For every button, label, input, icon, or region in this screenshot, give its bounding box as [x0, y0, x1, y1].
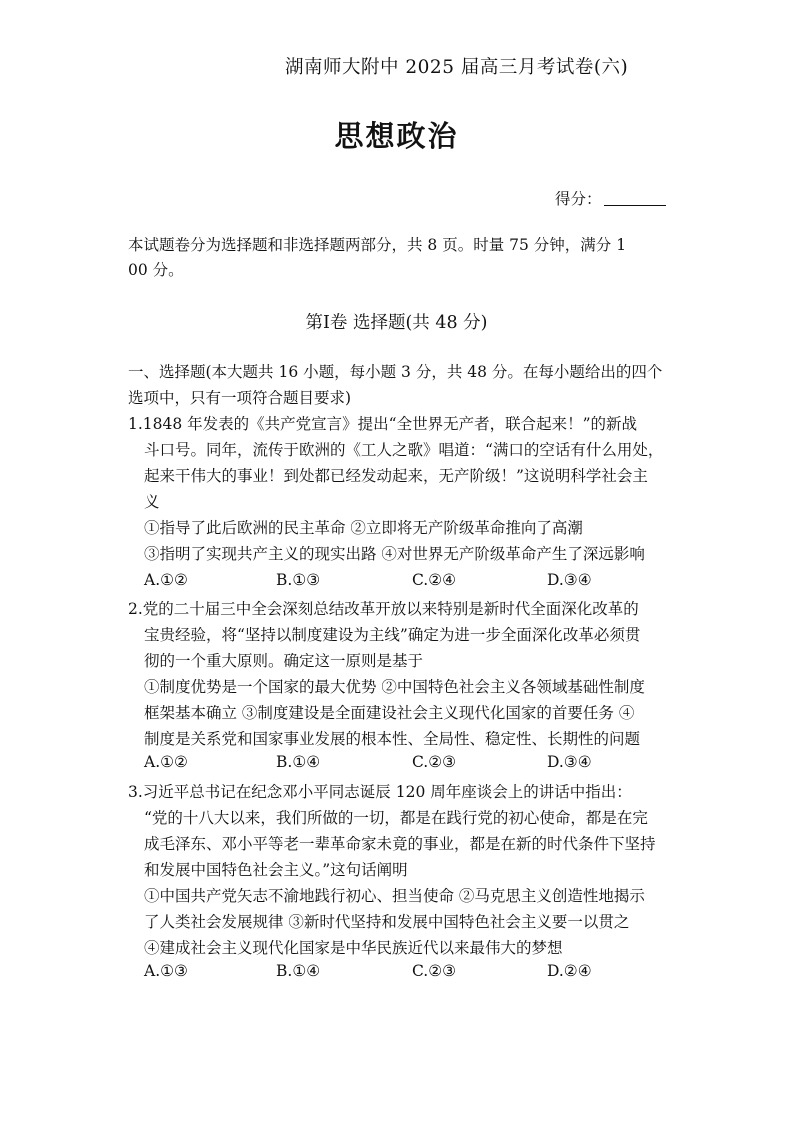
intro-line-2: 00 分。	[128, 261, 184, 279]
option-a[interactable]: A.①③	[144, 962, 188, 980]
subject-title: 思想政治	[334, 119, 459, 153]
question-line: “党的十八大以来，我们所做的一切，都是在践行党的初心使命，都是在完	[144, 809, 648, 827]
question-line: 和发展中国特色社会主义。”这句话阐明	[144, 861, 408, 879]
question-line: 2.党的二十届三中全会深刻总结改革开放以来特别是新时代全面深化改革的	[128, 600, 639, 618]
question-line: 起来干伟大的事业！到处都已经发动起来，无产阶级！”这说明科学社会主	[144, 467, 648, 485]
option-c[interactable]: C.②④	[412, 571, 457, 589]
statement-line: ①制度优势是一个国家的最大优势 ②中国特色社会主义各领域基础性制度	[144, 678, 645, 696]
question-line: 1.1848 年发表的《共产党宣言》提出“全世界无产者，联合起来！”的新战	[128, 415, 638, 433]
option-a[interactable]: A.①②	[144, 571, 188, 589]
option-c[interactable]: C.②③	[412, 962, 457, 980]
question-line: 斗口号。同年，流传于欧洲的《工人之歌》唱道：“满口的空话有什么用处，	[144, 441, 664, 459]
statement-line: ①指导了此后欧洲的民主革命 ②立即将无产阶级革命推向了高潮	[144, 519, 583, 537]
instructions-line-1: 一、选择题(本大题共 16 小题，每小题 3 分，共 48 分。在每小题给出的四个	[128, 363, 663, 381]
statement-line: 框架基本确立 ③制度建设是全面建设社会主义现代化国家的首要任务 ④	[144, 704, 635, 722]
statement-line: ①中国共产党矢志不渝地践行初心、担当使命 ②马克思主义创造性地揭示	[144, 887, 645, 905]
statement-line: 了人类社会发展规律 ③新时代坚持和发展中国特色社会主义要一以贯之	[144, 913, 630, 931]
option-d[interactable]: D.③④	[547, 753, 592, 771]
question-line: 3.习近平总书记在纪念邓小平同志诞辰 120 周年座谈会上的讲话中指出：	[128, 783, 632, 801]
question-line: 成毛泽东、邓小平等老一辈革命家未竟的事业，都是在新的时代条件下坚持	[144, 835, 656, 853]
statement-line: ③指明了实现共产主义的现实出路 ④对世界无产阶级革命产生了深远影响	[144, 545, 645, 563]
intro-line-1: 本试题卷分为选择题和非选择题两部分，共 8 页。时量 75 分钟，满分 1	[128, 236, 627, 254]
instructions-line-2: 选项中，只有一项符合题目要求)	[128, 389, 352, 407]
option-a[interactable]: A.①②	[144, 753, 188, 771]
option-d[interactable]: D.②④	[547, 962, 592, 980]
statement-line: ④建成社会主义现代化国家是中华民族近代以来最伟大的梦想	[144, 939, 563, 957]
score-field	[555, 187, 666, 209]
option-c[interactable]: C.②③	[412, 753, 457, 771]
option-b[interactable]: B.①③	[276, 571, 321, 589]
statement-line: 制度是关系党和国家事业发展的根本性、全局性、稳定性、长期性的问题	[144, 730, 641, 748]
question-line: 宝贵经验，将“坚持以制度建设为主线”确定为进一步全面深化改革必须贯	[144, 626, 641, 644]
option-b[interactable]: B.①④	[276, 753, 321, 771]
option-b[interactable]: B.①④	[276, 962, 321, 980]
option-d[interactable]: D.③④	[547, 571, 592, 589]
score-blank	[604, 191, 666, 206]
question-line: 彻的一个重大原则。确定这一原则是基于	[144, 652, 424, 670]
section-title: 第Ⅰ卷 选择题(共 48 分)	[305, 313, 488, 333]
question-line: 义	[144, 493, 160, 511]
score-label: 得分：	[555, 190, 602, 208]
exam-header: 湖南师大附中 2025 届高三月考试卷(六)	[285, 57, 629, 78]
